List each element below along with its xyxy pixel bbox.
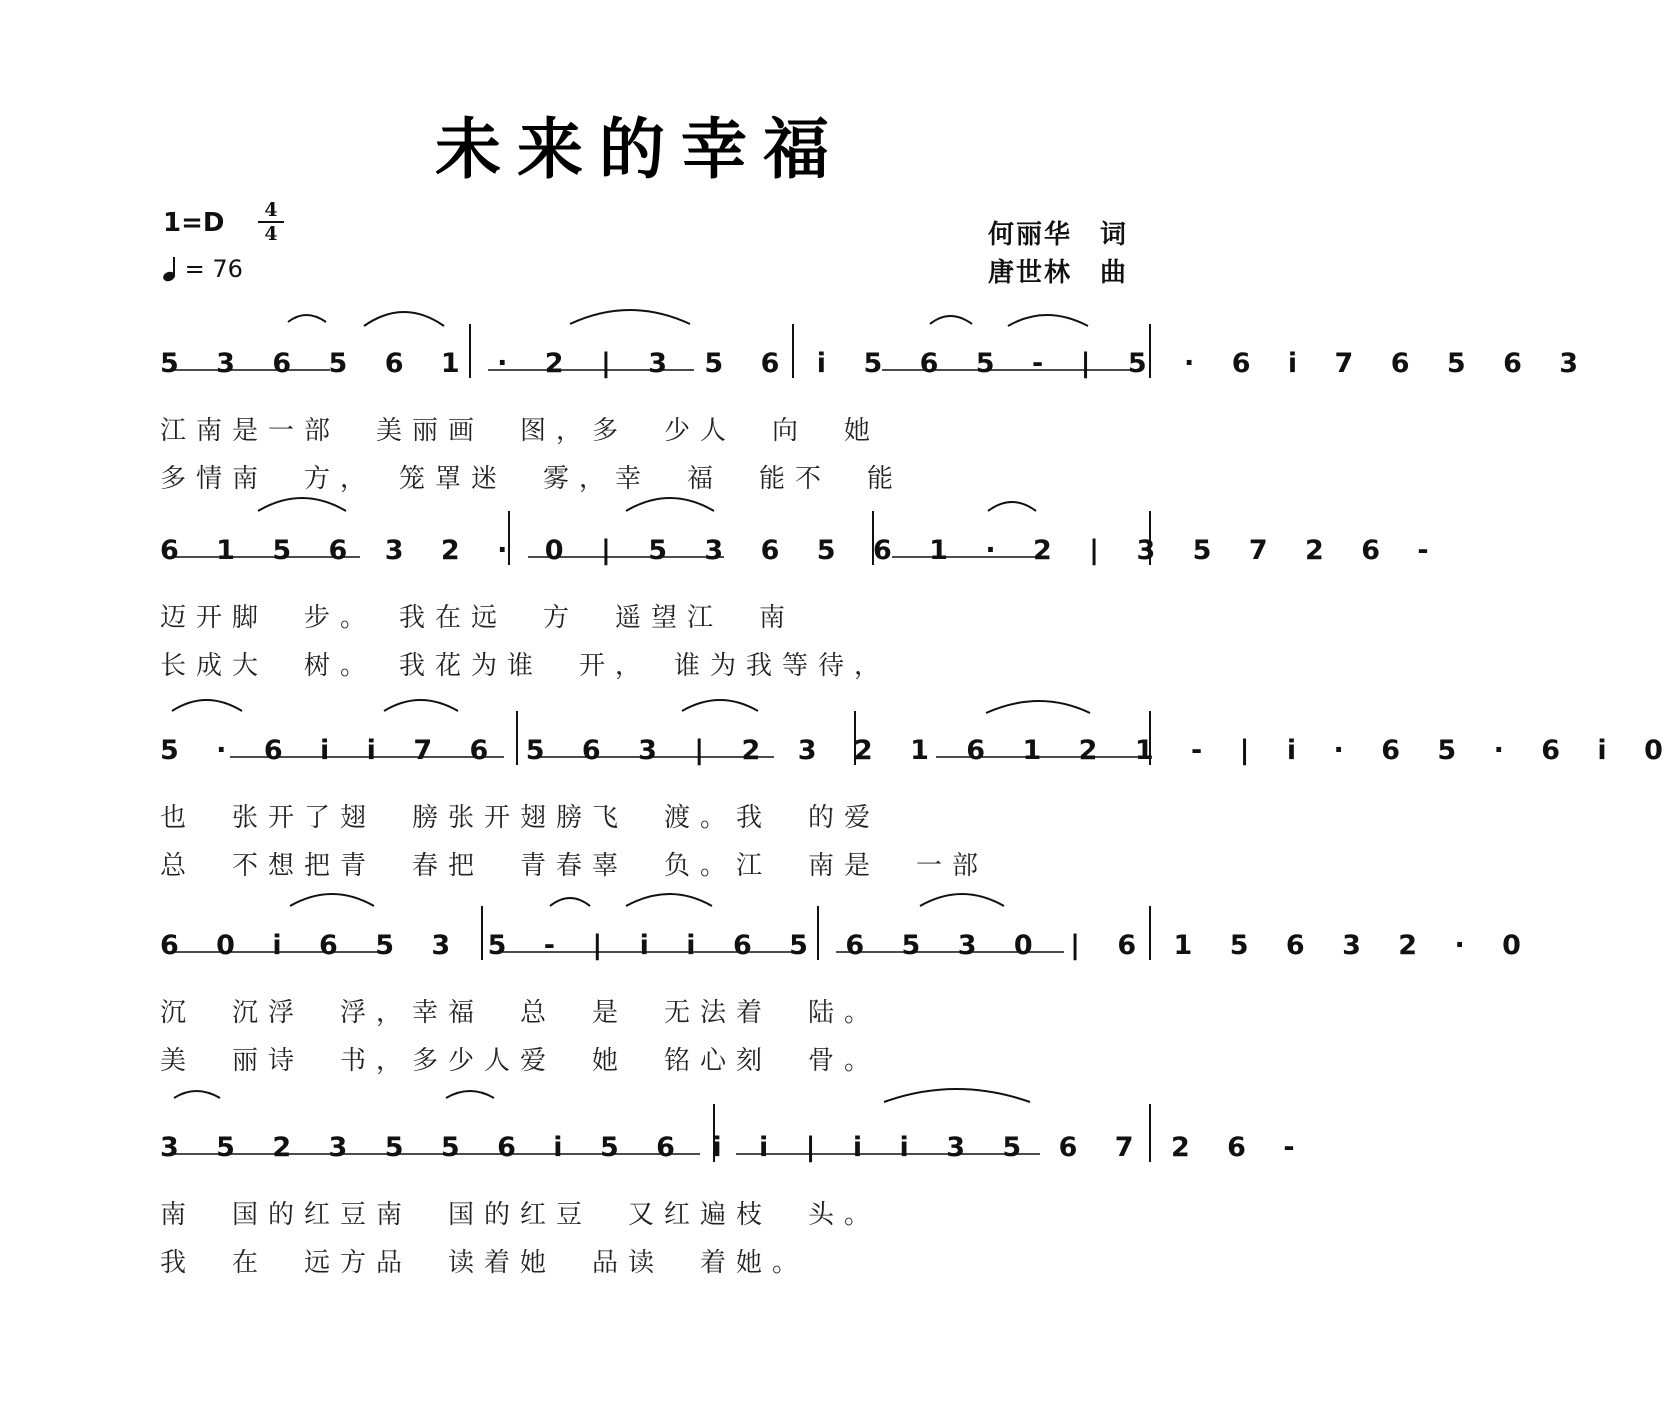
tempo-value: = 76 bbox=[184, 255, 243, 283]
staff-line-3 bbox=[0, 705, 1677, 895]
lyrics-line-4-verse-2: 美 丽诗 书，多少人爱 她 铭心刻 骨。 bbox=[160, 1046, 881, 1076]
notes-line-4: 6 0 i 6 5 3 5 - | i i 6 5 6 5 3 0 | 6 1 5 6 3 2 · 0 bbox=[160, 930, 1535, 961]
staff-line-2 bbox=[0, 505, 1443, 695]
lyrics-line-3-verse-2: 总 不想把青 春把 青春辜 负。江 南是 一部 bbox=[160, 851, 989, 881]
lyrics-line-1-verse-2: 多情南 方， 笼罩迷 雾，幸 福 能不 能 bbox=[160, 464, 904, 494]
time-signature bbox=[258, 200, 284, 244]
tempo-marking bbox=[163, 255, 243, 283]
time-signature-top: 4 bbox=[264, 199, 278, 221]
lyrics-line-3-verse-1: 也 张开了翅 膀张开翅膀飞 渡。我 的爱 bbox=[160, 803, 881, 833]
lyrics-line-5-verse-2: 我 在 远方品 读着她 品读 着她。 bbox=[160, 1248, 809, 1278]
notes-line-5: 3 5 2 3 5 5 6 i 5 6 i i | i i 3 5 6 7 2 6 - bbox=[160, 1132, 1309, 1163]
notes-line-3: 5 · 6 i i 7 6 5 6 3 | 2 3 2 1 6 1 2 1 - | i · 6 5 · 6 i 0 bbox=[160, 735, 1677, 766]
staff-line-4 bbox=[0, 900, 1535, 1090]
quarter-note-icon bbox=[163, 257, 177, 281]
lyrics-line-2-verse-2: 长成大 树。 我花为谁 开， 谁为我等待， bbox=[160, 651, 891, 681]
staff-line-5 bbox=[0, 1102, 1309, 1292]
composer-credit: 唐世林 曲 bbox=[987, 258, 1128, 288]
key-signature: 1=D bbox=[163, 208, 225, 238]
staff-line-1 bbox=[0, 318, 1593, 508]
time-signature-bottom: 4 bbox=[264, 223, 278, 245]
lyrics-line-4-verse-1: 沉 沉浮 浮，幸福 总 是 无法着 陆。 bbox=[160, 998, 881, 1028]
lyricist-credit: 何丽华 词 bbox=[987, 220, 1128, 250]
lyrics-line-5-verse-1: 南 国的红豆南 国的红豆 又红遍枝 头。 bbox=[160, 1200, 881, 1230]
lyrics-line-1-verse-1: 江南是一部 美丽画 图，多 少人 向 她 bbox=[160, 416, 881, 446]
notes-line-2: 6 1 5 6 3 2 · 0 | 5 3 6 5 6 1 · 2 | 3 5 7 2 6 - bbox=[160, 535, 1443, 566]
notes-line-1: 5 3 6 5 6 1 · 2 | 3 5 6 i 5 6 5 - | 5 · 6 i 7 6 5 6 3 bbox=[160, 348, 1593, 379]
lyrics-line-2-verse-1: 迈开脚 步。 我在远 方 遥望江 南 bbox=[160, 603, 796, 633]
song-title: 未来的幸福 bbox=[435, 111, 845, 188]
